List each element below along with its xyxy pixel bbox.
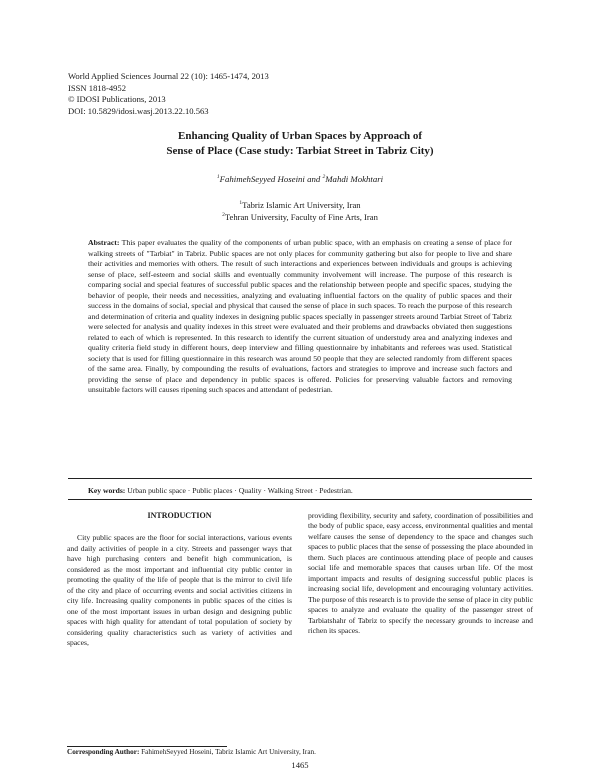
- author-1: FahimehSeyyed Hoseini: [219, 174, 305, 184]
- doi: DOI: 10.5829/idosi.wasj.2013.22.10.563: [68, 106, 209, 117]
- footnote-text: FahimehSeyyed Hoseini, Tabriz Islamic Art University, Iran.: [141, 748, 316, 756]
- title-line-1: Enhancing Quality of Urban Spaces by Approach of: [178, 130, 422, 142]
- footnote-label: Corresponding Author:: [67, 748, 140, 756]
- footnote-rule: [67, 746, 227, 747]
- introduction-heading: INTRODUCTION: [147, 511, 212, 520]
- journal-citation: World Applied Sciences Journal 22 (10): 1465-1474, 2013: [68, 71, 269, 81]
- author-2-affil-mark: 2: [322, 174, 326, 181]
- issn: ISSN 1818-4952: [68, 82, 127, 93]
- intro-paragraph-left: City public spaces are the floor for social interactions, various events and daily activities of people in a city. Streets and passenger ways that have high purchasing centers and benefit high communication, is considered as the most important and influential city public center in promoting the quality of the life of people that is the mirror to civil life of the city and place of occurring events and social activities citizens in city life. Increasing quality components in public spaces of the cities is one of the most important issues in urban design and designing public spaces with high quality for attendant of total population of society by considering quality characteristics such as variety of activities and spaces,: [67, 533, 292, 647]
- keywords-top-rule: [68, 478, 532, 479]
- affiliations: [60, 200, 540, 223]
- author-separator: and: [304, 174, 323, 184]
- keywords: [88, 486, 353, 495]
- abstract-label: Abstract:: [88, 238, 120, 247]
- affiliation-2-text: Tehran University, Faculty of Fine Arts, Iran: [224, 211, 378, 222]
- right-column: [308, 511, 533, 636]
- affiliation-1-text: Tabriz Islamic Art University, Iran: [242, 200, 361, 210]
- author-2: Mahdi Mokhtari: [325, 174, 384, 184]
- copyright: © IDOSI Publications, 2013: [68, 94, 166, 105]
- left-column: [67, 511, 292, 648]
- intro-paragraph-right: providing flexibility, security and safety, coordination of possibilities and the body of public space, easy access, environmental qualities and mental welfare causes the sense of dependency to the space and changes such spaces to public places that the sense of possessing the place abounded in them. Such places are continuous attending place of people and causes social life and memorable spaces that causes urban life. Of the most important impacts and results of designing successful public places is increasing social life, development and encouraging voluntary activities. The purpose of this research is to provide the sense of place in city public spaces to analyze and evaluate the quality of the passenger street of Tarbiatshahr of Tabriz to specify the necessary grounds to increase and richen its spaces.: [308, 511, 533, 635]
- author-1-affil-mark: 1: [216, 174, 220, 181]
- keywords-bottom-rule: [68, 499, 532, 500]
- abstract-text: This paper evaluates the quality of the components of urban public space, with an emphasis on creating a sense of place for walking streets of "Tarbiat" in Tabriz. Public spaces are not only places for community gathering but also for people to live and share their activities and memories with others. The result of such interactions and experiences between individuals and groups is achieving sense of place, self-esteem and social skills and eventually community involvement will increase. The purpose of this research is comparing social and special features of successful public spaces and the relationship between people and specific spaces, studying the behavior of people, their needs and necessities, analyzing and evaluating influential factors on the quality of public spaces and their success in the domains of social, special and physical that caused the sense of place in such spaces. To reach the purpose of this research and determination of criteria and quality indexes in designing public spaces specially in passenger streets around Tarbiat Street of Tabriz were selected for analysis and quality indexes in this street were evaluated and their problems and drawbacks obviated then suggestions related to each of which is represented. In this research to identify the current situation of understudy area and analyzing indexes and quality criteria field study in different hours, deep interview and filling questionnaire by inhabitants and referees was used. Statistical society that is used for filling questionnaire in this research was around 50 people that they are selected randomly from different spaces of the same area. Finally, by compounding the results of evaluations, factors and strategies to improve and increase such factors and providing the sense of place and dependency in public spaces is offered. Policies for preserving valuable factors and removing unsuitable factors will causes ripening such spaces and attendant of pedestrian.: [88, 238, 512, 394]
- abstract: [88, 238, 512, 396]
- affiliation-2: [60, 212, 540, 224]
- journal-header: [68, 71, 269, 118]
- page-number: 1465: [291, 760, 309, 770]
- corresponding-author-footnote: [67, 748, 316, 756]
- affiliation-1: [60, 200, 540, 212]
- affil-2-mark: 2: [222, 211, 225, 218]
- author-list: [60, 174, 540, 184]
- keywords-text: Urban public space · Public places · Quality · Walking Street · Pedestrian.: [127, 486, 353, 495]
- affil-1-mark: 1: [239, 200, 243, 207]
- paper-title: [60, 129, 540, 159]
- keywords-label: Key words:: [88, 486, 126, 495]
- title-line-2: Sense of Place (Case study: Tarbiat Street in Tabriz City): [166, 145, 434, 157]
